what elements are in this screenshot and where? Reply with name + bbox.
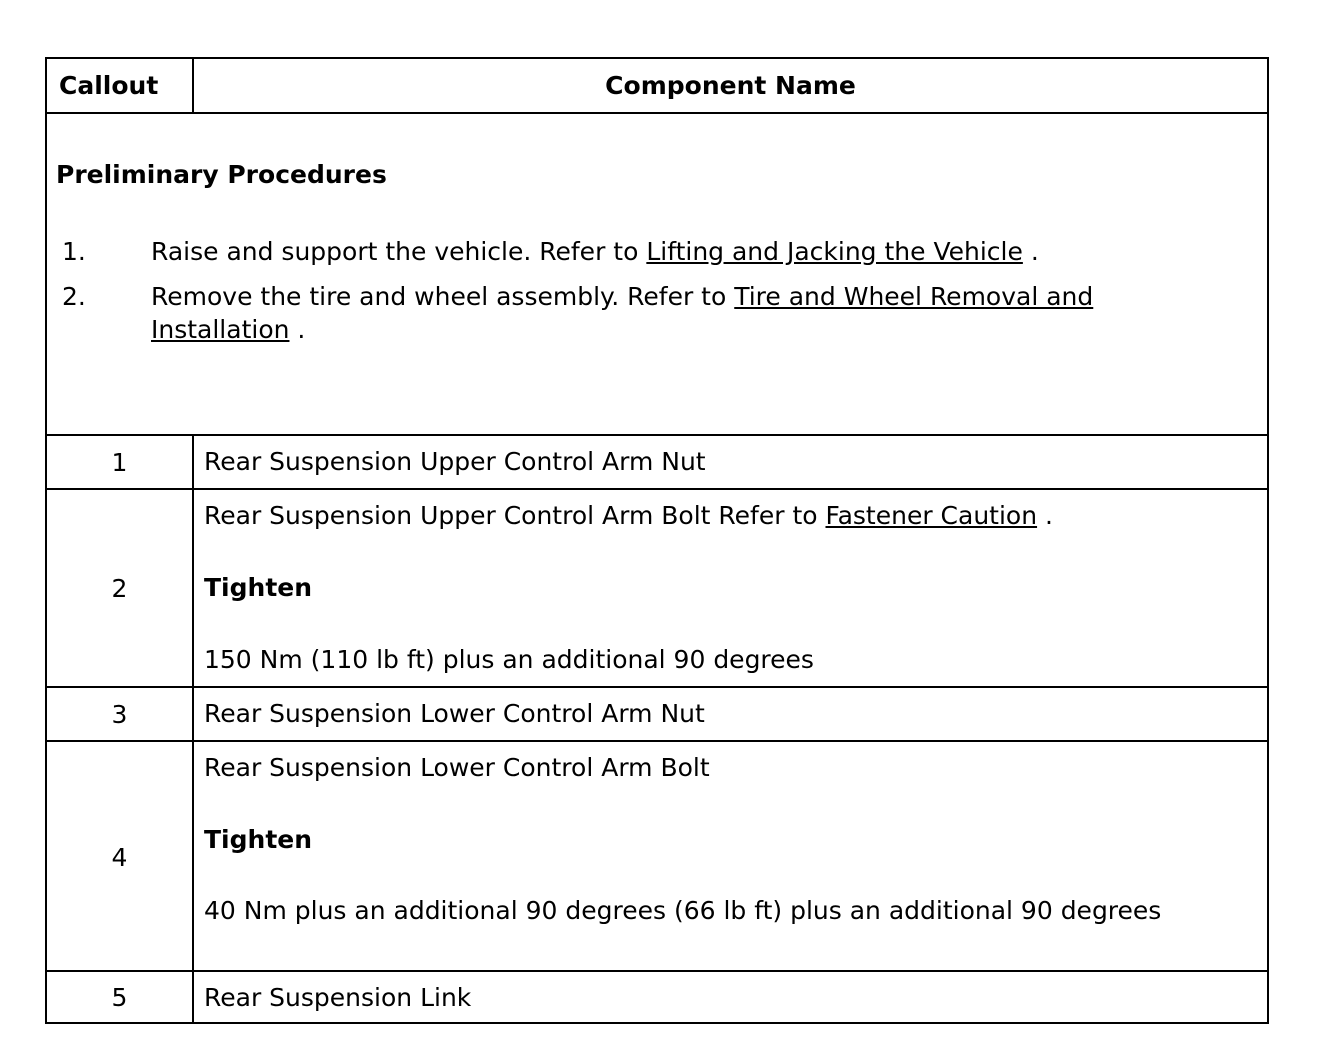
torque-spec: 40 Nm plus an additional 90 degrees (66 lb ft) plus an additional 90 degrees <box>204 896 1162 925</box>
preliminary-procedures <box>47 112 1267 434</box>
tighten-label: Tighten <box>204 573 313 602</box>
component-name-cell <box>194 436 1267 488</box>
header-component-name: Component Name <box>605 71 856 100</box>
step-number: 2. <box>62 282 86 311</box>
tire-wheel-removal-link[interactable]: Tire and Wheel Removal and Installation <box>151 282 1094 344</box>
preliminary-title: Preliminary Procedures <box>56 160 387 189</box>
component-name-cell <box>194 490 1267 686</box>
lifting-jacking-link[interactable]: Lifting and Jacking the Vehicle <box>646 237 1023 266</box>
name-suffix: . <box>1037 501 1053 530</box>
component-name: Rear Suspension Link <box>204 983 472 1012</box>
table-row <box>47 740 1267 972</box>
table-row <box>47 686 1267 740</box>
component-table <box>45 57 1269 1024</box>
component-name-cell <box>194 972 1267 1022</box>
tighten-label: Tighten <box>204 825 313 854</box>
callout-number: 4 <box>111 842 128 872</box>
component-name: Rear Suspension Lower Control Arm Bolt <box>204 753 710 782</box>
step-number: 1. <box>62 237 86 266</box>
callout-number: 5 <box>111 982 128 1012</box>
component-name: Rear Suspension Upper Control Arm Nut <box>204 447 706 476</box>
component-name-cell <box>194 742 1267 972</box>
callout-number: 3 <box>111 699 128 729</box>
callout-number: 2 <box>111 573 128 603</box>
step-suffix: . <box>1022 237 1039 266</box>
component-name-cell <box>194 688 1267 740</box>
component-name: Rear Suspension Upper Control Arm Bolt Refer to <box>204 501 826 530</box>
callout-number: 1 <box>111 447 128 477</box>
table-header <box>47 59 1267 112</box>
component-name: Rear Suspension Lower Control Arm Nut <box>204 699 705 728</box>
table-row <box>47 434 1267 488</box>
table-row <box>47 970 1267 1022</box>
step-text: Raise and support the vehicle. Refer to <box>151 237 647 266</box>
step-suffix: . <box>289 315 306 344</box>
fastener-caution-link[interactable]: Fastener Caution <box>825 501 1038 530</box>
step-text: Remove the tire and wheel assembly. Refer to <box>151 282 735 311</box>
torque-spec: 150 Nm (110 lb ft) plus an additional 90 degrees <box>204 645 814 674</box>
header-callout: Callout <box>59 71 159 100</box>
table-row <box>47 488 1267 686</box>
